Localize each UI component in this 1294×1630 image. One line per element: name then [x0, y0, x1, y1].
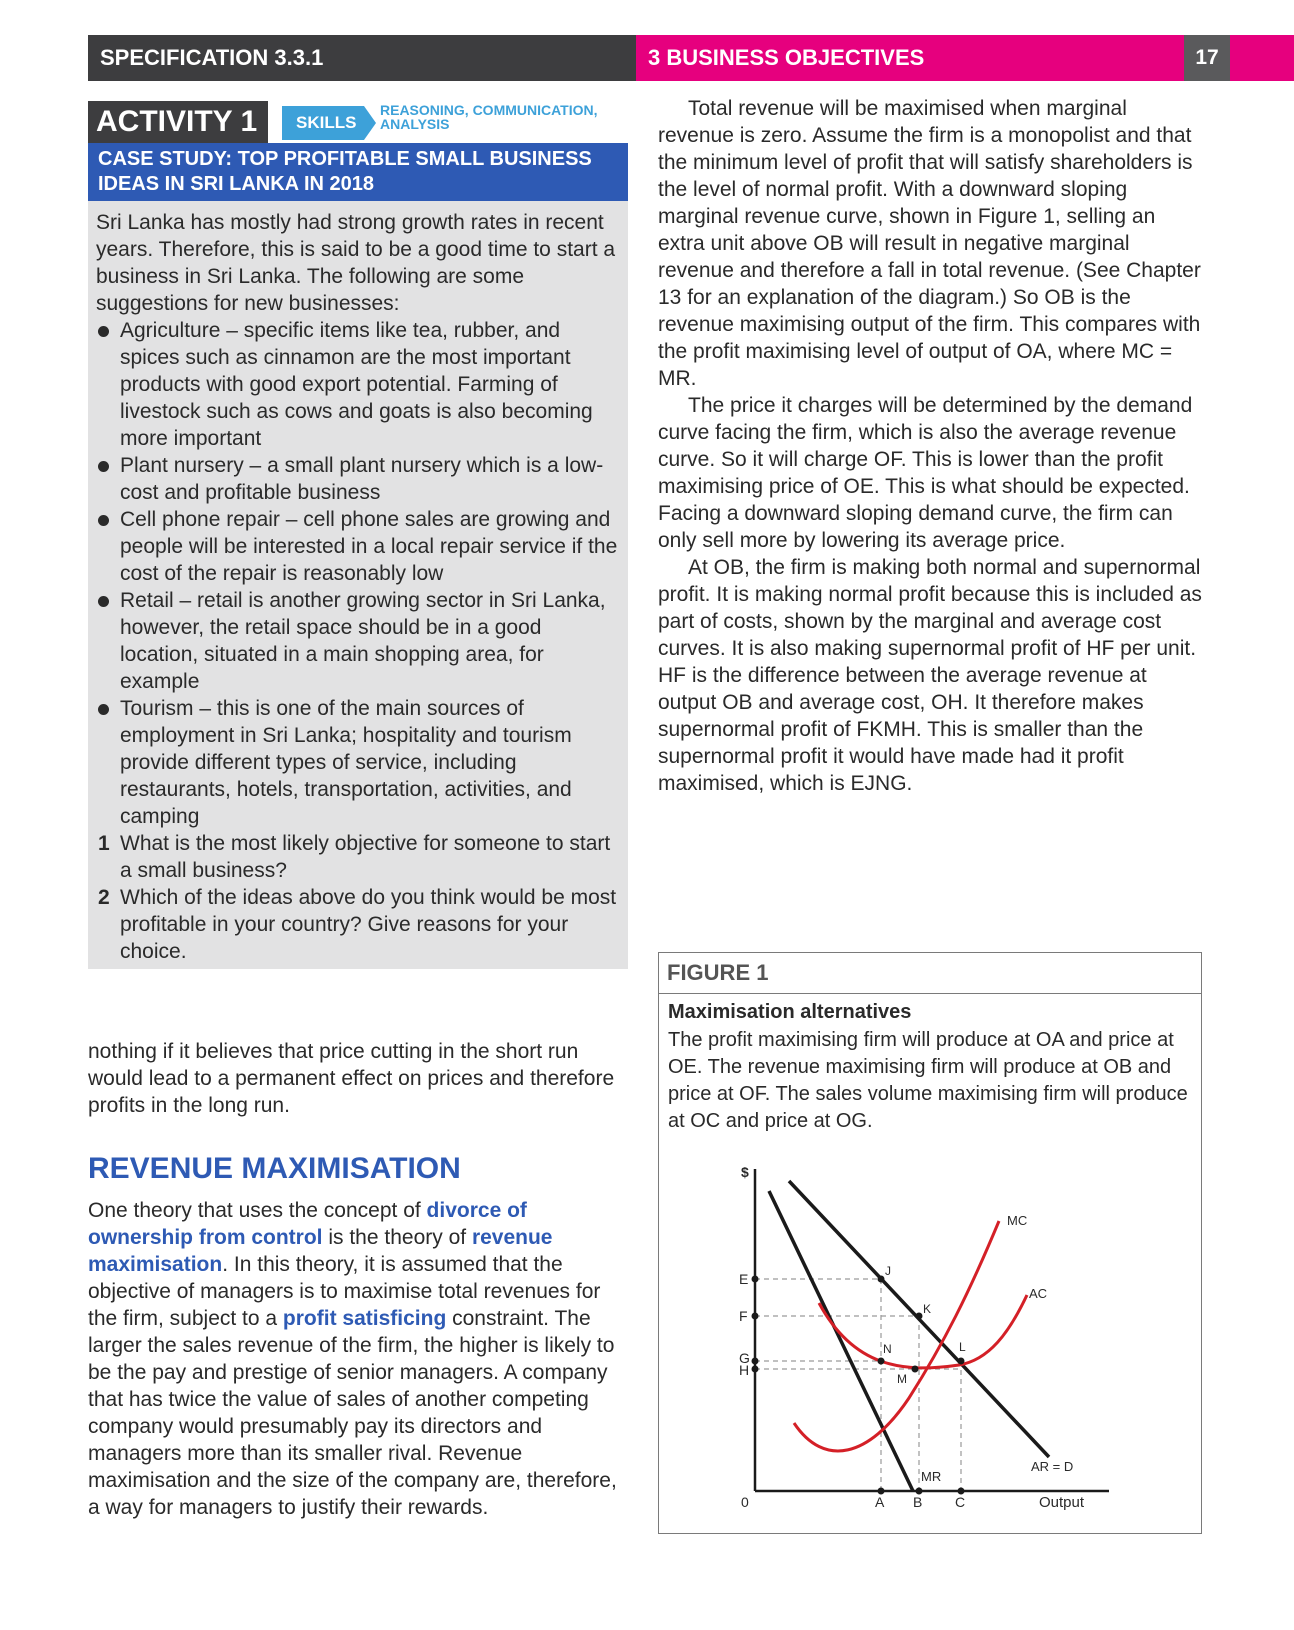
x-axis-label: Output — [1039, 1494, 1085, 1511]
revenue-max-paragraph — [88, 1197, 618, 1521]
chapter-header: 3 BUSINESS OBJECTIVES — [636, 35, 1184, 81]
section-title: REVENUE MAXIMISATION — [88, 1152, 461, 1185]
paragraph: The price it charges will be determined by the demand curve facing the firm, which is also the average revenue curve. So it will charge OF. This is lower than the profit maximising price of OE. This is what should be expected. Facing a downward sloping demand curve, the firm can only sell more by lowering its average price. — [658, 394, 1193, 552]
key-term[interactable]: profit satisficing — [282, 1307, 447, 1330]
curve-label-j: J — [885, 1264, 891, 1278]
x-point-label-b: B — [913, 1494, 923, 1510]
continuation-text: nothing if it believes that price cutting in the short run would lead to a permanent effect on prices and therefore profits in the long run. — [88, 1040, 615, 1117]
text-run: constraint. The larger the sales revenue of the firm, the higher is likely to be the pay and prestige of senior managers. A company that has twice the value of sales of another competing company would presumably pay its directors and managers more than its smaller rival. Revenue maximisation and the size of the company are, therefore, a way for managers to justify their rewards. — [88, 1307, 617, 1519]
economics-chart — [659, 1153, 1199, 1531]
bullet-list — [96, 317, 620, 830]
key-term[interactable]: revenue maximisation — [88, 1226, 553, 1276]
figure-box — [658, 952, 1202, 1534]
skills-line: ANALYSIS — [380, 116, 450, 132]
bullet-icon — [98, 596, 109, 607]
skills-tag: SKILLS — [282, 106, 364, 140]
case-study-title: CASE STUDY: TOP PROFITABLE SMALL BUSINESS IDEAS IN SRI LANKA IN 2018 — [88, 143, 628, 201]
continuation-paragraph — [88, 1038, 618, 1119]
question-item — [96, 830, 620, 884]
bullet-icon — [98, 704, 109, 715]
text-run: . In this theory, it is assumed that the objective of managers is to maximise total revenues for the firm, subject to a — [88, 1253, 601, 1330]
series-label-ac: AC — [1029, 1286, 1048, 1301]
origin-label: 0 — [741, 1494, 749, 1510]
spec-header: SPECIFICATION 3.3.1 — [88, 35, 636, 81]
bullet-icon — [98, 515, 109, 526]
y-point-label-f: F — [739, 1308, 748, 1324]
activity-label: ACTIVITY 1 — [88, 101, 268, 143]
series-label-mc: MC — [1007, 1213, 1028, 1228]
page-number: 17 — [1184, 35, 1230, 81]
list-item-text: Agriculture – specific items like tea, rubber, and spices such as cinnamon are the most important products with good export potential. Farming of livestock such as cows and goats is also becoming more important — [120, 319, 593, 450]
case-study-intro: Sri Lanka has mostly had strong growth rates in recent years. Therefore, this is said to be a good time to start a business in Sri Lanka. The following are some suggestions for new businesses: — [96, 211, 616, 315]
curve-label-l: L — [959, 1340, 966, 1354]
mc-curve — [794, 1221, 999, 1451]
curve-label-k: K — [923, 1302, 932, 1316]
question-text: What is the most likely objective for someone to start a small business? — [120, 832, 611, 882]
point-m — [912, 1366, 919, 1373]
question-item — [96, 884, 620, 965]
y-point-label-h: H — [739, 1362, 750, 1378]
point-k — [916, 1313, 923, 1320]
list-item-text: Cell phone repair – cell phone sales are growing and people will be interested in a local repair service if the cost of the repair is reasonably low — [120, 508, 618, 585]
case-study-body — [88, 201, 628, 969]
point-f — [752, 1313, 759, 1320]
point-g — [752, 1358, 759, 1365]
y-point-label-e: E — [739, 1271, 749, 1287]
skills-arrow-icon — [364, 106, 376, 140]
point-e — [752, 1276, 759, 1283]
bullet-icon — [98, 326, 109, 337]
point-h — [752, 1366, 759, 1373]
figure-title: Maximisation alternatives — [668, 1001, 912, 1023]
list-item — [96, 317, 620, 452]
figure-description: The profit maximising firm will produce at OA and price at OE. The revenue maximising firm will produce at OB and price at OF. The sales volume maximising firm will produce at OC and price at OG. — [668, 1029, 1188, 1132]
paragraph: At OB, the firm is making both normal and supernormal profit. It is making normal profit because this is included as part of costs, shown by the marginal and average cost curves. It is also making supernormal profit of HF per unit. HF is the difference between the average revenue at output OB and average cost, OH. It therefore makes supernormal profit of FKMH. This is smaller than the supernormal profit it would have made had it profit maximised, which is EJNG. — [658, 556, 1202, 795]
list-item-text: Plant nursery – a small plant nursery which is a low-cost and profitable business — [120, 454, 604, 504]
x-point-label-a: A — [875, 1494, 885, 1510]
y-point-label-g: G — [739, 1350, 750, 1366]
question-number: 2 — [98, 886, 110, 909]
point-l — [958, 1358, 965, 1365]
list-item-text: Tourism – this is one of the main sources of employment in Sri Lanka; hospitality and tourism provide different types of service, including restaurants, hotels, transportation, activities, and camping — [120, 697, 572, 828]
list-item — [96, 506, 620, 587]
figure-label: FIGURE 1 — [659, 953, 1201, 994]
paragraph: Total revenue will be maximised when marginal revenue is zero. Assume the firm is a monopolist and that the minimum level of profit that will satisfy shareholders is the level of normal profit. With a downward sloping marginal revenue curve, shown in Figure 1, selling an extra unit above OB will result in negative marginal revenue and therefore a fall in total revenue. (See Chapter 13 for an explanation of the diagram.) So OB is the revenue maximising output of the firm. This compares with the profit maximising level of output of OA, where MC = MR. — [658, 97, 1201, 390]
right-column — [658, 95, 1206, 797]
series-label-mr: MR — [921, 1469, 942, 1484]
point-n — [878, 1358, 885, 1365]
list-item — [96, 587, 620, 695]
question-text: Which of the ideas above do you think would be most profitable in your country? Give reasons for your choice. — [120, 886, 617, 963]
question-number: 1 — [98, 832, 110, 855]
x-point-label-c: C — [955, 1494, 966, 1510]
y-axis-label: $ — [741, 1164, 749, 1180]
list-item-text: Retail – retail is another growing sector in Sri Lanka, however, the retail space should be in a good location, situated in a main shopping area, for example — [120, 589, 606, 693]
revenue-max-text — [88, 1197, 618, 1521]
curve-label-n: N — [883, 1342, 892, 1356]
text-run: is the theory of — [322, 1226, 472, 1249]
curve-label-m: M — [897, 1372, 907, 1386]
list-item — [96, 695, 620, 830]
points — [752, 1276, 965, 1495]
point-j — [878, 1276, 885, 1283]
skills-list — [380, 103, 600, 131]
list-item — [96, 452, 620, 506]
series-label-ar: AR = D — [1031, 1459, 1074, 1474]
bullet-icon — [98, 461, 109, 472]
key-term[interactable]: divorce of ownership from control — [88, 1199, 527, 1249]
skills-line: REASONING, COMMUNICATION, — [380, 102, 598, 118]
text-run: One theory that uses the concept of — [88, 1199, 427, 1222]
question-list — [96, 830, 620, 965]
header-accent — [1230, 35, 1294, 81]
